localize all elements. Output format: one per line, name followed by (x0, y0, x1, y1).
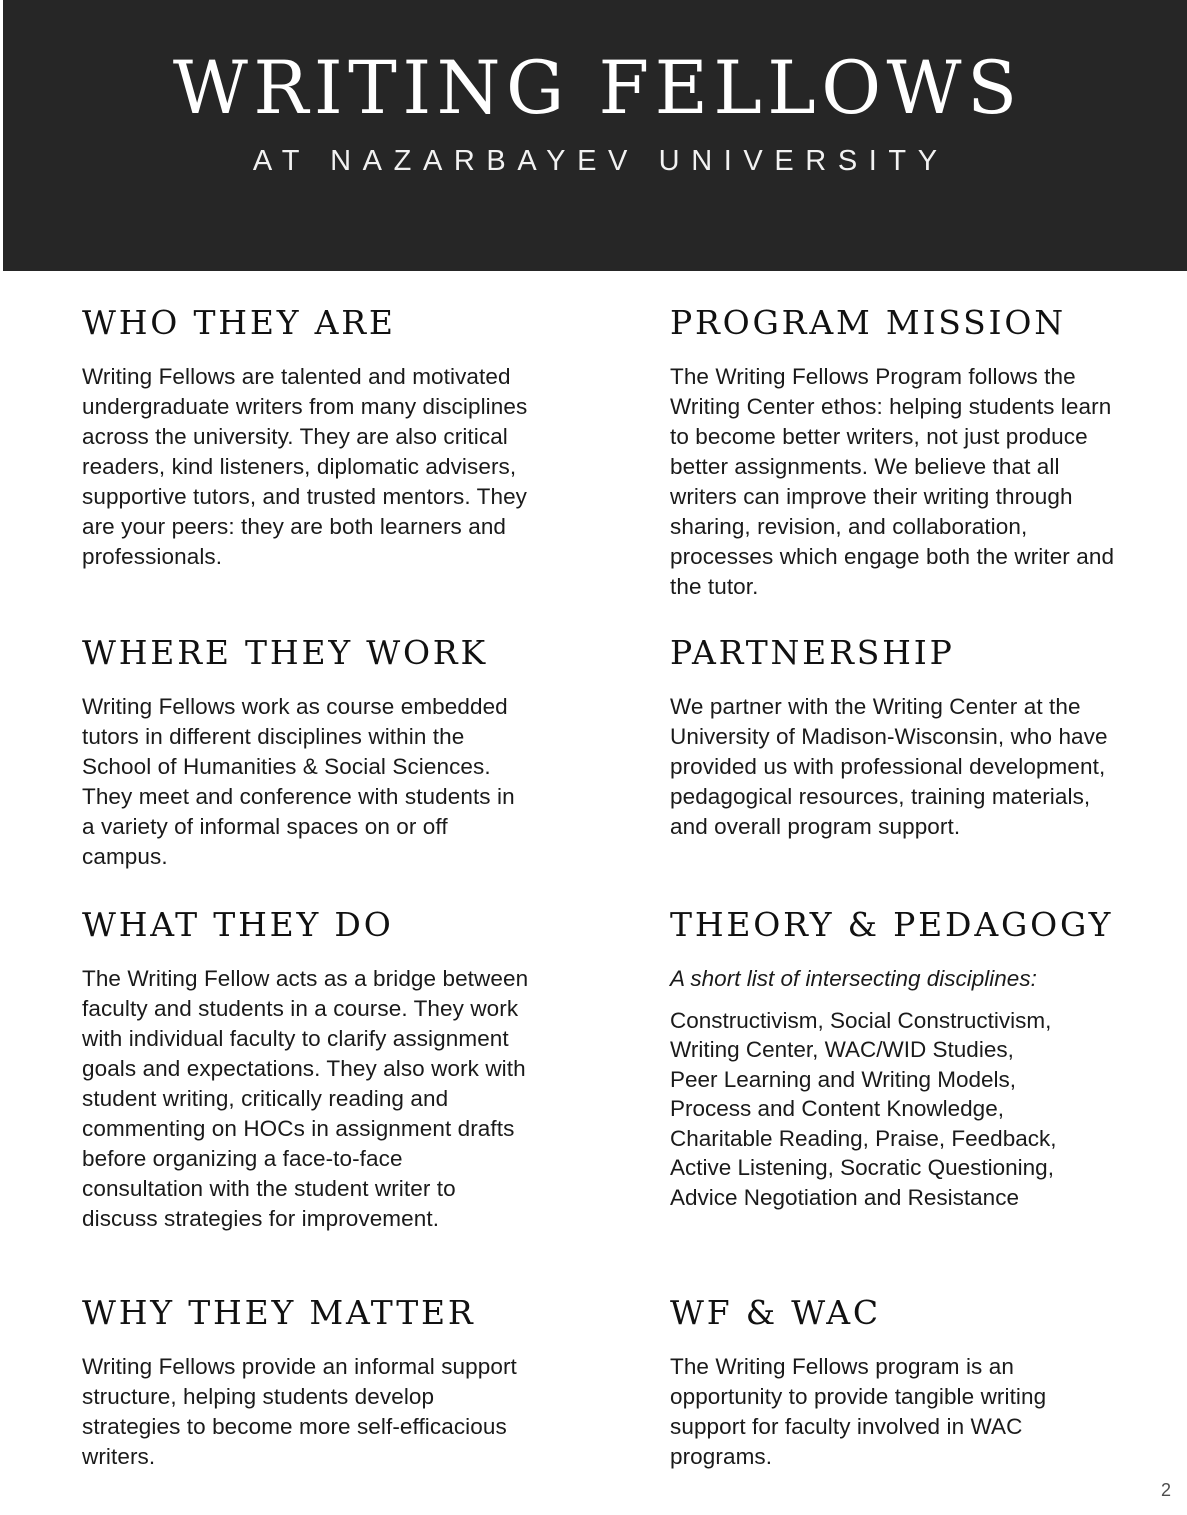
spacer (670, 1331, 1115, 1352)
section-body-where-they-work: Writing Fellows work as course embedded tutors in different disciplines within the School of Humanities & Social Sciences. They meet and conference with students in a variety of informal spaces on or off campus. (82, 693, 515, 869)
section-heading-wf-and-wac: WF & WAC (670, 1293, 881, 1332)
discipline-list-item: Advice Negotiation and Resistance (670, 1184, 1019, 1210)
section-theory-and-pedagogy (670, 907, 1115, 1212)
spacer (670, 671, 1115, 692)
section-heading-where-they-work: WHERE THEY WORK (82, 633, 488, 672)
spacer (670, 341, 1115, 362)
section-heading-who-they-are: WHO THEY ARE (82, 303, 396, 342)
section-who-they-are (82, 305, 530, 572)
spacer (82, 1331, 530, 1352)
spacer (670, 994, 1115, 1006)
section-note-theory-and-pedagogy: A short list of intersecting disciplines: (670, 965, 1037, 991)
section-heading-theory-and-pedagogy: THEORY & PEDAGOGY (670, 905, 1114, 944)
section-body-what-they-do: The Writing Fellow acts as a bridge between faculty and students in a course. They work with individual faculty to clarify assignment goals and expectations. They also work with student writing, critically reading and commenting on HOCs in assignment drafts before organizing a face-to-face consultation with the student writer to discuss strategies for improvement. (82, 965, 529, 1231)
spacer (82, 341, 530, 362)
page-title: WRITING FELLOWS (172, 46, 1023, 131)
section-heading-program-mission: PROGRAM MISSION (670, 303, 1066, 342)
section-heading-what-they-do: WHAT THEY DO (82, 905, 394, 944)
spacer (82, 943, 530, 964)
section-body-partnership: We partner with the Writing Center at the University of Madison-Wisconsin, who have provided us with professional development, pedagogical resources, training materials, and overall program support. (670, 693, 1108, 839)
section-body-who-they-are: Writing Fellows are talented and motivated undergraduate writers from many disciplines across the university. They are also critical readers, kind listeners, diplomatic advisers, supportive tutors, and trusted mentors. They are your peers: they are both learners and professionals. (82, 363, 528, 569)
section-body-program-mission: The Writing Fellows Program follows the Writing Center ethos: helping students learn to become better writers, not just produce better assignments. We believe that all writers can improve their writing through sharing, revision, and collaboration, processes which engage both the writer and the tutor. (670, 363, 1115, 599)
section-body-wf-and-wac: The Writing Fellows program is an opportunity to provide tangible writing support for faculty involved in WAC programs. (670, 1353, 1047, 1469)
spacer (670, 943, 1115, 964)
header-band (3, 0, 1187, 271)
section-partnership (670, 635, 1115, 842)
discipline-list-item: Process and Content Knowledge, (670, 1096, 1004, 1122)
page-subtitle: AT NAZARBAYEV UNIVERSITY (252, 145, 949, 177)
section-where-they-work (82, 635, 530, 872)
content-area (0, 271, 1187, 1515)
discipline-list (670, 1006, 1115, 1213)
discipline-list-item: Active Listening, Socratic Questioning, (670, 1155, 1054, 1181)
spacer (82, 671, 530, 692)
section-what-they-do (82, 907, 530, 1234)
section-body-why-they-matter: Writing Fellows provide an informal support structure, helping students develop strategies to become more self-efficacious writers. (82, 1353, 517, 1469)
discipline-list-item: Charitable Reading, Praise, Feedback, (670, 1125, 1057, 1151)
page-number: 2 (1160, 1480, 1171, 1500)
discipline-list-item: Constructivism, Social Constructivism, (670, 1007, 1052, 1033)
section-why-they-matter (82, 1295, 530, 1472)
discipline-list-item: Writing Center, WAC/WID Studies, (670, 1037, 1014, 1063)
section-wf-and-wac (670, 1295, 1115, 1472)
section-heading-partnership: PARTNERSHIP (670, 633, 955, 672)
discipline-list-item: Peer Learning and Writing Models, (670, 1066, 1017, 1092)
section-program-mission (670, 305, 1115, 602)
section-heading-why-they-matter: WHY THEY MATTER (82, 1293, 476, 1332)
